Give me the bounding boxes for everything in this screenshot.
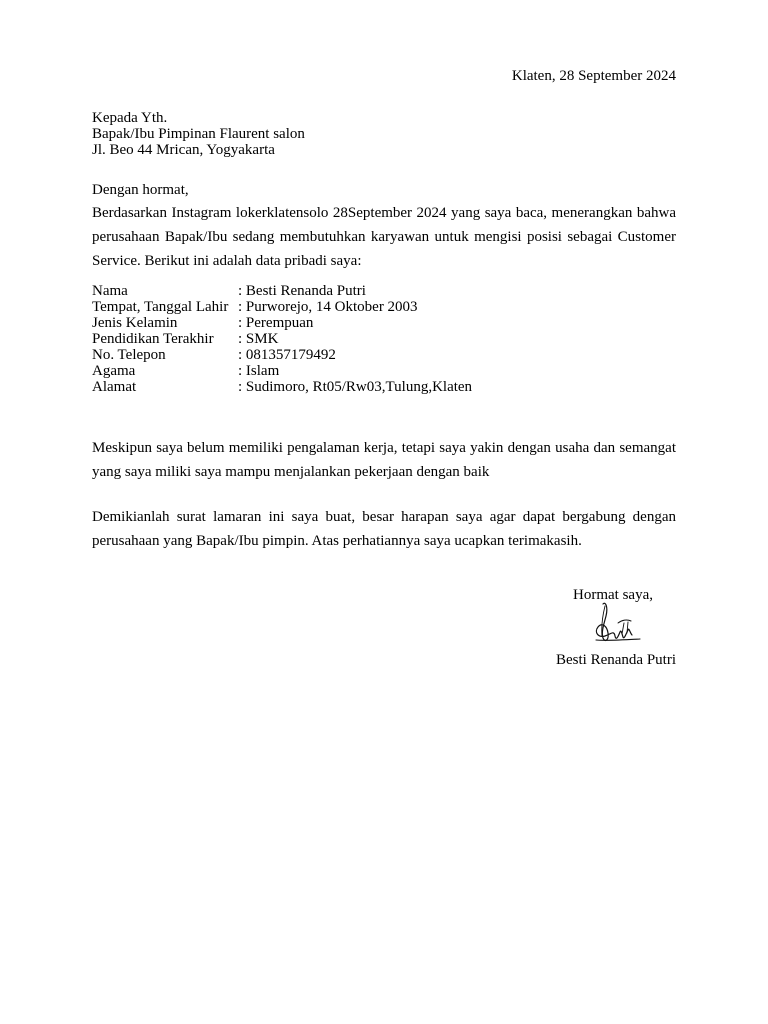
data-label: Nama (92, 283, 128, 299)
data-value: : Besti Renanda Putri (238, 283, 366, 299)
signer-name: Besti Renanda Putri (556, 652, 676, 668)
recipient-block (92, 110, 676, 158)
data-row-nama (92, 283, 472, 299)
data-label: Jenis Kelamin (92, 315, 178, 331)
personal-data-table (92, 283, 472, 395)
data-label: Pendidikan Terakhir (92, 331, 214, 347)
closing-phrase: Hormat saya, (573, 587, 653, 603)
data-value: : Islam (238, 363, 280, 379)
data-row-telepon (92, 347, 472, 363)
handwritten-signature (584, 600, 644, 648)
recipient-salutation: Kepada Yth. (92, 110, 168, 126)
closing-paragraph: Demikianlah surat lamaran ini saya buat, besar harapan saya agar dapat bergabung dengan perusahaan yang Bapak/Ibu pimpin. Atas perhatiannya saya ucapkan terimakasih. (92, 509, 676, 549)
data-value: : 081357179492 (238, 347, 336, 363)
data-row-agama (92, 363, 472, 379)
place-date: Klaten, 28 September 2024 (511, 68, 676, 84)
data-value: : Perempuan (238, 315, 314, 331)
data-label: Agama (92, 363, 136, 379)
greeting: Dengan hormat, (92, 182, 189, 198)
data-row-alamat (92, 379, 472, 395)
data-value: : Purworejo, 14 Oktober 2003 (238, 299, 418, 315)
data-row-tempat-tanggal-lahir (92, 299, 472, 315)
data-value: : SMK (238, 331, 279, 347)
data-value: : Sudimoro, Rt05/Rw03,Tulung,Klaten (238, 379, 473, 395)
intro-paragraph: Berdasarkan Instagram lokerklatensolo 28September 2024 yang saya baca, menerangkan bahwa perusahaan Bapak/Ibu sedang membutuhkan karyawan untuk mengisi posisi sebagai Customer Service. Berikut ini adalah data pribadi saya: (92, 205, 676, 269)
data-label: No. Telepon (92, 347, 166, 363)
experience-paragraph: Meskipun saya belum memiliki pengalaman kerja, tetapi saya yakin dengan usaha dan semangat yang saya miliki saya mampu menjalankan pekerjaan dengan baik (92, 440, 676, 480)
recipient-address: Jl. Beo 44 Mrican, Yogyakarta (92, 142, 275, 158)
data-row-jenis-kelamin (92, 315, 472, 331)
recipient-name: Bapak/Ibu Pimpinan Flaurent salon (92, 126, 305, 142)
data-label: Tempat, Tanggal Lahir (92, 299, 229, 315)
data-row-pendidikan (92, 331, 472, 347)
data-label: Alamat (92, 379, 137, 395)
